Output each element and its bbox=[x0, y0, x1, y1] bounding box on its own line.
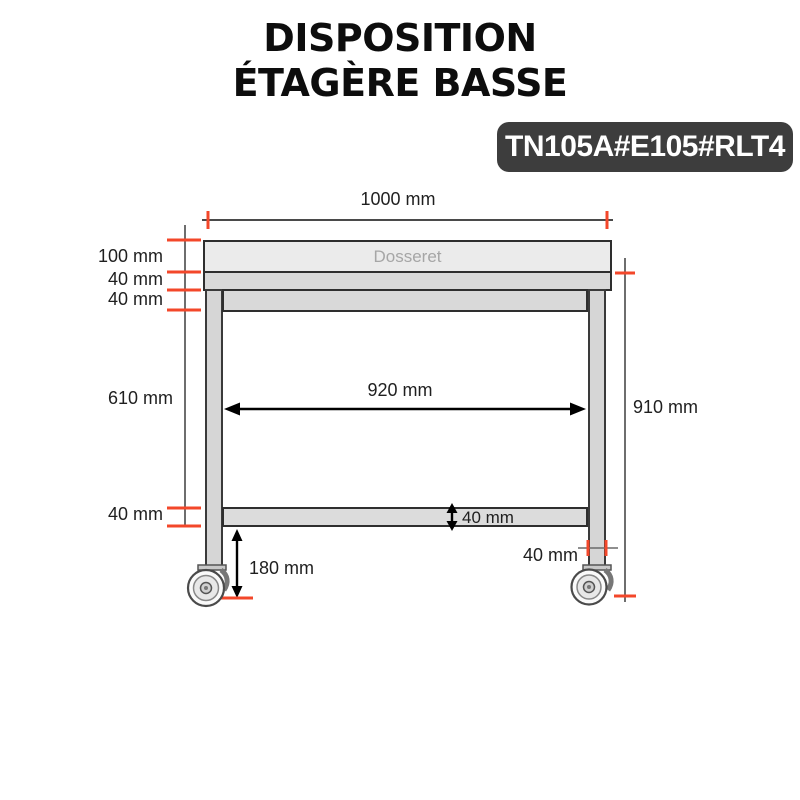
dimension-arrow-shelf-thickness bbox=[447, 503, 458, 531]
dimension-line-left-stack bbox=[167, 225, 201, 527]
dim-label-dosseret-height: 100 mm bbox=[97, 246, 163, 266]
dim-label-under-clearance: 610 mm bbox=[107, 388, 173, 408]
dim-label-ground-clearance: 180 mm bbox=[249, 558, 315, 578]
dimension-line-total-width bbox=[202, 211, 613, 229]
dim-label-worktop-thickness: 40 mm bbox=[107, 269, 163, 289]
dim-label-rail-height: 40 mm bbox=[107, 289, 163, 309]
dosseret-label: Dosseret bbox=[373, 246, 442, 266]
dim-label-shelf-thickness: 40 mm bbox=[462, 508, 514, 527]
dimension-line-leg-width bbox=[578, 540, 618, 556]
caster-wheel-right bbox=[572, 565, 612, 605]
dim-label-leg-width: 40 mm bbox=[522, 545, 578, 565]
caster-wheel-left bbox=[188, 565, 227, 606]
dim-label-total-height: 910 mm bbox=[633, 397, 699, 417]
product-code-text: TN105A#E105#RLT4 bbox=[505, 130, 785, 163]
dim-label-inner-width: 920 mm bbox=[367, 380, 433, 400]
dimension-arrow-inner-width bbox=[224, 403, 586, 416]
dim-label-total-width: 1000 mm bbox=[360, 189, 436, 209]
dim-label-shelf-left: 40 mm bbox=[107, 504, 163, 524]
page-title-line2: ÉTAGÈRE BASSE bbox=[232, 61, 568, 105]
dimension-line-total-height bbox=[614, 258, 636, 602]
page-title-line1: DISPOSITION bbox=[263, 16, 537, 60]
